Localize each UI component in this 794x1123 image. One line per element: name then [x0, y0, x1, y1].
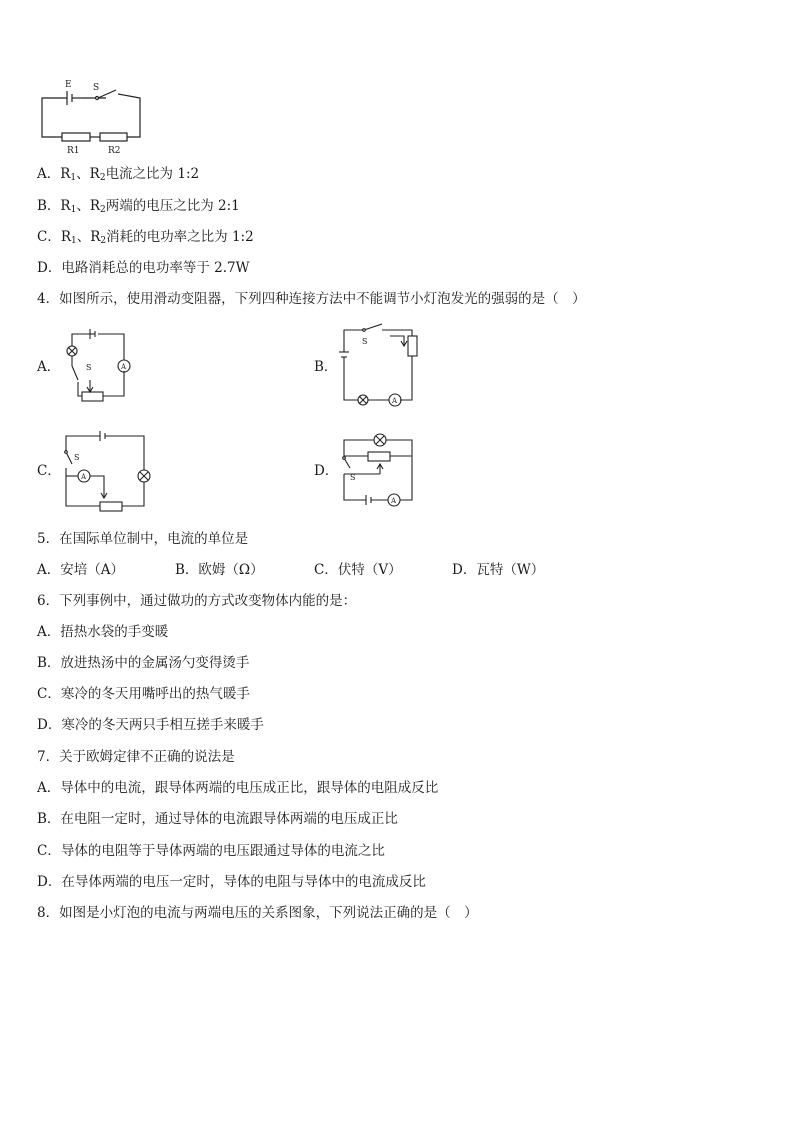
svg-text:A: A: [81, 473, 87, 481]
battery-label: E: [65, 80, 72, 90]
q4-circuit-c[interactable]: [60, 428, 156, 514]
svg-text:S: S: [74, 453, 80, 462]
q6-option-c[interactable]: C．寒冷的冬天用嘴呼出的热气暖手: [37, 686, 250, 702]
q7-option-a[interactable]: A．导体中的电流，跟导体两端的电压成正比，跟导体的电阻成反比: [37, 780, 439, 796]
q4-option-b-label[interactable]: B．: [314, 359, 338, 375]
q4-stem: 4．如图所示，使用滑动变阻器，下列四种连接方法中不能调节小灯泡发光的强弱的是（ ）: [37, 291, 586, 307]
q4-option-a-label[interactable]: A．: [37, 359, 61, 375]
q5-option-a[interactable]: A．安培（A）: [37, 562, 124, 578]
switch-label: S: [93, 83, 100, 93]
q8-stem: 8．如图是小灯泡的电流与两端电压的关系图象，下列说法正确的是（ ）: [37, 905, 478, 921]
q6-option-d[interactable]: D．寒冷的冬天两只手相互搓手来暖手: [37, 717, 264, 733]
svg-text:S: S: [86, 363, 92, 372]
svg-text:A: A: [392, 397, 398, 405]
svg-text:S: S: [350, 473, 356, 482]
q7-option-d[interactable]: D．在导体两端的电压一定时，导体的电阻与导体中的电流成反比: [37, 874, 426, 890]
q7-option-b[interactable]: B．在电阻一定时，通过导体的电流跟导体两端的电压成正比: [37, 811, 398, 827]
r2-label: R2: [108, 146, 121, 156]
svg-text:A: A: [121, 363, 127, 371]
q5-option-b[interactable]: B．欧姆（Ω）: [175, 562, 264, 578]
r1-label: R1: [67, 146, 80, 156]
q4-circuit-b[interactable]: [336, 322, 424, 408]
svg-text:S: S: [362, 337, 368, 346]
q4-option-c-label[interactable]: C．: [37, 463, 61, 479]
q5-stem: 5．在国际单位制中，电流的单位是: [37, 531, 249, 547]
q4-option-d-label[interactable]: D．: [314, 463, 339, 479]
q7-stem: 7．关于欧姆定律不正确的说法是: [37, 749, 235, 765]
q6-stem: 6．下列事例中，通过做功的方式改变物体内能的是：: [37, 593, 357, 609]
q6-option-b[interactable]: B．放进热汤中的金属汤勺变得烫手: [37, 655, 250, 671]
q3-option-d[interactable]: D．电路消耗总的电功率等于 2.7W: [37, 260, 250, 276]
q7-option-c[interactable]: C．导体的电阻等于导体两端的电压跟通过导体的电流之比: [37, 843, 385, 859]
q3-option-b[interactable]: B．$R_1$、$R_2$两端的电压之比为 2:1: [37, 198, 240, 215]
q6-option-a[interactable]: A．捂热水袋的手变暖: [37, 624, 169, 640]
q3-option-c[interactable]: C．$R_1$、$R_2$消耗的电功率之比为 1:2: [37, 229, 254, 246]
q3-option-a[interactable]: A．$R_1$、$R_2$电流之比为 1:2: [37, 166, 200, 183]
q4-circuit-d[interactable]: [336, 428, 420, 514]
svg-text:A: A: [391, 497, 397, 505]
q3-circuit-diagram: [36, 76, 146, 158]
q5-option-d[interactable]: D．瓦特（W）: [452, 562, 545, 578]
q4-circuit-a[interactable]: [60, 326, 132, 408]
q5-option-c[interactable]: C．伏特（V）: [314, 562, 402, 578]
